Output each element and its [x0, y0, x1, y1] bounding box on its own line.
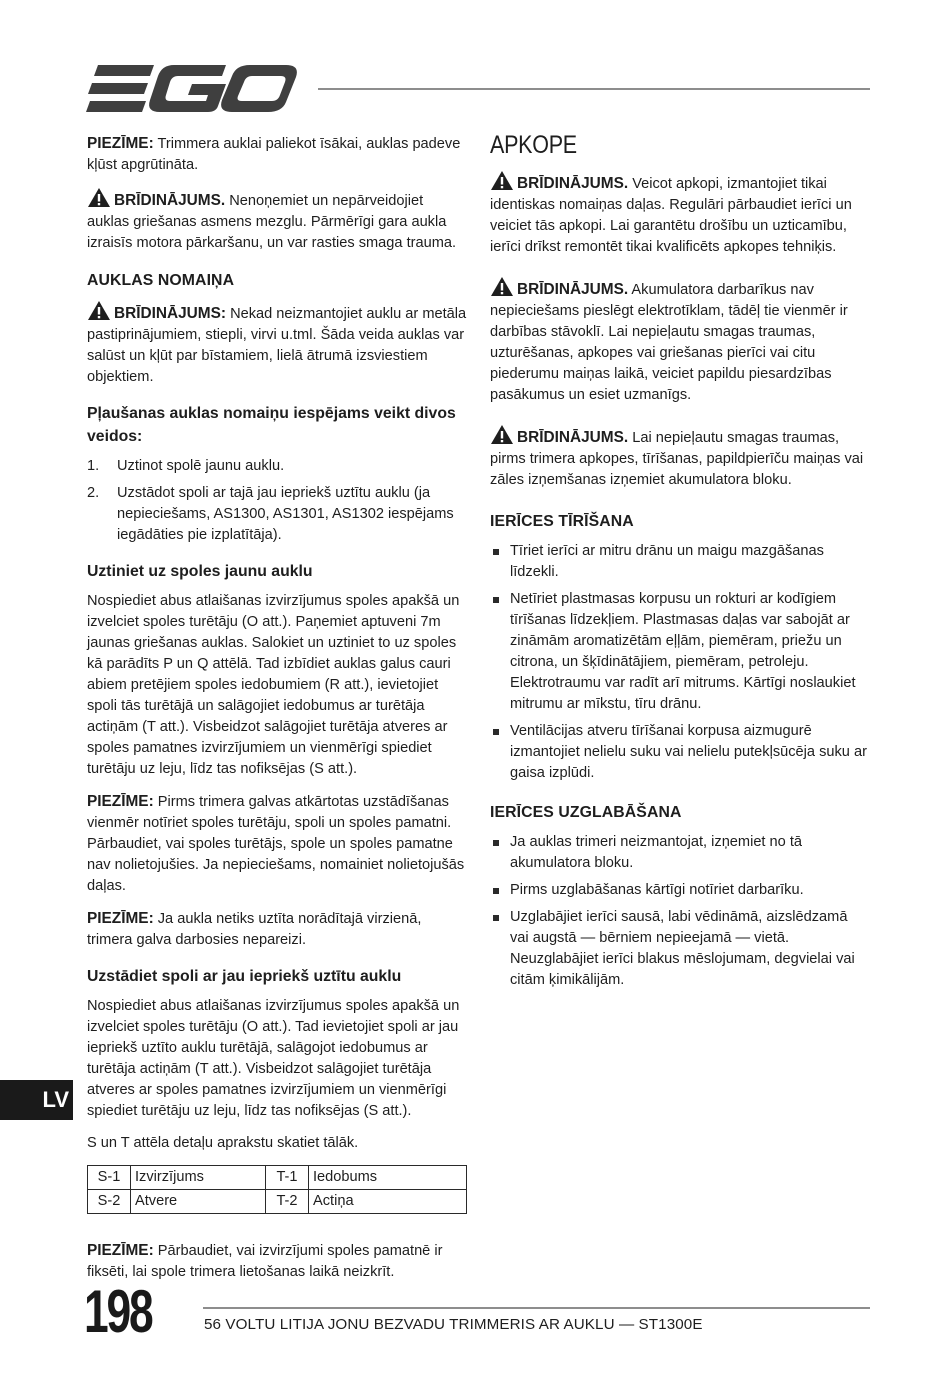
list-number: 1.: [87, 458, 100, 474]
bullet-icon: [493, 888, 499, 894]
note-text: Ja aukla netiks uztīta norādītajā virzienā, trimera galva darbosies nepareizi.: [87, 911, 422, 948]
page-number: 198: [84, 1278, 152, 1345]
warning-text: Nekad neizmantojiet auklu ar metāla pastiprinājumiem, stiepli, virvi u.tml. Šāda veida auklas var salūst un kļūt par bīstamiem, lielā ātrumā izsviestiem objektiem.: [87, 306, 467, 385]
wind-instructions: Nospiediet abus atlaišanas izvirzījumus spoles apakšā un izvelciet spoles turētāju (O att.). Paņemiet aptuveni 7m jaunas griešanas auklas. Salokiet un uztiniet to uz spoles kā parādīts P un Q attēlā. Tad izbīdiet auklas galus cauri abiem pretējiem spoles iedobumiem (R att.), ievietojiet spoli tās turētājā un salāgojiet iedobumus ar turētāja actiņām (T att.). Visbeidzot salāgojiet turētāja atveres ar spoles pamatnes izvirzījumiem un vienmērīgi spiediet turētāju uz leju, līdz tas nofiksējas (S att.).: [87, 593, 460, 777]
warning-parts: [490, 170, 870, 258]
warning-label: BRĪDINĀJUMS.: [114, 192, 226, 209]
section-heading-storage: IERĪCES UZGLABĀŠANA: [490, 804, 682, 821]
note-text: Trimmera auklai paliekot īsākai, auklas padeve kļūst apgrūtināta.: [87, 136, 461, 173]
note-text: Pirms trimera galvas atkārtotas uzstādīšanas vienmēr notīriet spoles turētāju, spoli un spoles pamatni. Pārbaudiet, vai spoles turētājs, spole un spoles pamatne nav nolietojušies. Ja nepieciešams, nomainiet nolietojušās daļas.: [87, 794, 465, 894]
table-cell: Atvere: [131, 1190, 266, 1214]
warning-battery-tools: [490, 276, 870, 406]
list-text: Uzstādot spoli ar tajā jau iepriekš uztītu auklu (ja nepieciešams, AS1300, AS1301, AS1302 iespējams iegādāties pie izplatītāja).: [117, 485, 454, 543]
list-number: 2.: [87, 485, 100, 501]
list-text: Pirms uzglabāšanas kārtīgi notīriet darbarīku.: [510, 882, 804, 898]
table-row: [88, 1190, 467, 1214]
list-text: Ventilācijas atveru tīrīšanai korpusa aizmugurē izmantojiet nelielu suku vai nelielu putekļsūcēja suku ar gaisa izplūdi.: [510, 723, 867, 781]
left-column: [87, 133, 467, 1294]
storage-list: [490, 832, 870, 991]
warning-label: BRĪDINĀJUMS.: [517, 429, 629, 446]
table-cell: Actiņa: [309, 1190, 467, 1214]
section-heading-line: AUKLAS NOMAIŅA: [87, 272, 235, 289]
table-cell: T-2: [266, 1190, 309, 1214]
detail-reference: S un T attēla detaļu aprakstu skatiet tālāk.: [87, 1135, 359, 1151]
footer-rule: [203, 1307, 870, 1309]
warning-text: Veicot apkopi, izmantojiet tikai identiskas nomaiņas daļas. Regulāri pārbaudiet ierīci un veiciet tās apkopi. Lai garantētu drošību un uzticamību, ierīci drīkst remontēt tikai kvalificēts apkopes tehniķis.: [490, 176, 852, 255]
bullet-icon: [493, 597, 499, 603]
list-item: [87, 456, 467, 477]
header-rule: [318, 88, 870, 90]
note-label: PIEZĪME:: [87, 1242, 154, 1259]
warning-cutter: [87, 187, 467, 254]
table-cell: S-1: [88, 1166, 131, 1190]
subheading-ways: Pļaušanas auklas nomaiņu iespējams veikt divos veidos:: [87, 405, 456, 445]
warning-remove-battery: [490, 424, 870, 491]
warning-label: BRĪDINĀJUMS.: [517, 281, 629, 298]
parts-table: [87, 1165, 467, 1214]
note-label: PIEZĪME:: [87, 793, 154, 810]
list-item: [490, 541, 870, 583]
warning-text: Nenoņemiet un nepārveidojiet auklas griešanas asmens mezglu. Pārmērīgi gara aukla izraisīs motora pārkaršanu, un var rasties smaga trauma.: [87, 193, 457, 251]
warning-triangle-icon: [490, 276, 514, 297]
table-cell: Iedobums: [309, 1166, 467, 1190]
note-label: PIEZĪME:: [87, 135, 154, 152]
cleaning-list: [490, 541, 870, 784]
list-text: Ja auklas trimeri neizmantojat, izņemiet no tā akumulatora bloku.: [510, 834, 803, 871]
table-cell: T-1: [266, 1166, 309, 1190]
note-text: Pārbaudiet, vai izvirzījumi spoles pamatnē ir fiksēti, lai spole trimera lietošanas laikā neizkrīt.: [87, 1243, 443, 1280]
note-label: PIEZĪME:: [87, 910, 154, 927]
warning-label: BRĪDINĀJUMS.: [517, 175, 629, 192]
list-text: Tīriet ierīci ar mitru drānu un maigu mazgāšanas līdzekli.: [510, 543, 824, 580]
warning-triangle-icon: [87, 187, 111, 208]
warning-triangle-icon: [87, 300, 111, 321]
list-item: [490, 880, 870, 901]
install-instructions: Nospiediet abus atlaišanas izvirzījumus spoles apakšā un izvelciet spoles turētāju (O att.). Tad ievietojiet spoli ar jau iepriekš uztīto auklu turētājā, salāgojot iedobumus ar turētāja actiņām (T att.). Visbeidzot salāgojiet turētāja atveres ar spoles pamatnes izvirzījumiem un vienmērīgi spiediet turētāju uz leju, līdz tas nofiksējas (S att.).: [87, 998, 460, 1119]
note-fixed: [87, 1240, 467, 1283]
list-text: Uzglabājiet ierīci sausā, labi vēdināmā, aizslēdzamā vai augstā — bērniem nepieejamā — vietā. Neuzglabājiet ierīci blakus mēslojumam, degvielai vai citām ķimikālijām.: [510, 909, 855, 988]
note-direction: [87, 908, 467, 951]
warning-metal-line: [87, 300, 467, 388]
warning-triangle-icon: [490, 424, 514, 445]
bullet-icon: [493, 549, 499, 555]
list-item: [490, 589, 870, 715]
warning-text: Lai nepieļautu smagas traumas, pirms trimera apkopes, tīrīšanas, papildpierīču maiņas vai zāles izņemšanas izņemiet akumulatora bloku.: [490, 430, 864, 488]
warning-text: Akumulatora darbarīkus nav nepieciešams pieslēgt elektrotīklam, tādēļ tie vienmēr ir darbības stāvoklī. Lai nepieļautu smagas traumas, uzturēšanas, apkopes vai griešanas pierīci vai citu piederumu maiņas laikā, veiciet papildu piesardzības pasākumus un esiet uzmanīgs.: [490, 282, 848, 403]
bullet-icon: [493, 729, 499, 735]
list-item: [490, 832, 870, 874]
list-text: Uztinot spolē jaunu auklu.: [117, 458, 285, 474]
list-item: [490, 721, 870, 784]
table-cell: S-2: [88, 1190, 131, 1214]
language-tab: LV: [0, 1080, 73, 1120]
list-item: [87, 483, 467, 546]
list-item: [490, 907, 870, 991]
list-text: Netīriet plastmasas korpusu un rokturi ar kodīgiem tīrīšanas līdzekļiem. Plastmasas daļas var sabojāt ar zināmām aromatizētām eļļām, piemēram, priežu un citrona, un šķīdinātājiem, piemēram, petroleju. Elektrotraumu var radīt arī mitrums. Kārtīgi noslaukiet mitrumu ar mīkstu, tīru drānu.: [510, 591, 856, 712]
note-feed: [87, 133, 467, 176]
footer-title: 56 VOLTU LITIJA JONU BEZVADU TRIMMERIS AR AUKLU — ST1300E: [204, 1316, 703, 1333]
note-clean-head: [87, 791, 467, 897]
bullet-icon: [493, 915, 499, 921]
section-heading-cleaning: IERĪCES TĪRĪŠANA: [490, 513, 634, 530]
section-title: APKOPE: [490, 131, 577, 159]
subheading-install: Uzstādiet spoli ar jau iepriekš uztītu auklu: [87, 968, 402, 985]
warning-triangle-icon: [490, 170, 514, 191]
bullet-icon: [493, 840, 499, 846]
ways-list: [87, 456, 467, 546]
ego-logo: [86, 64, 298, 114]
table-row: [88, 1166, 467, 1190]
warning-label: BRĪDINĀJUMS:: [114, 305, 227, 322]
table-cell: Izvirzījums: [131, 1166, 266, 1190]
subheading-wind: Uztiniet uz spoles jaunu auklu: [87, 563, 313, 580]
right-column: [490, 133, 870, 999]
